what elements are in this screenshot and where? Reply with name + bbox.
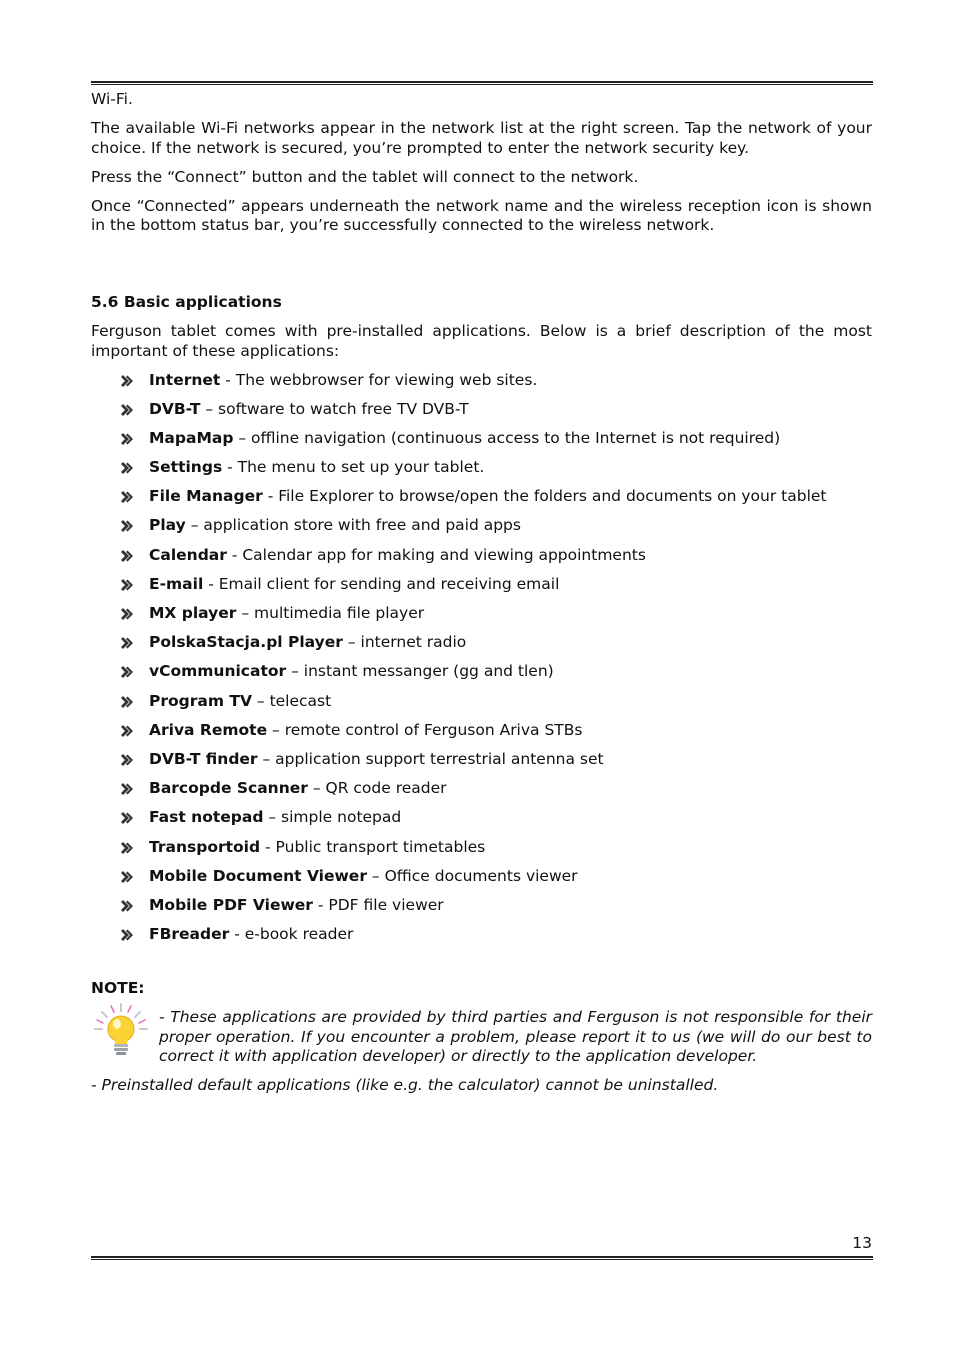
app-name: E-mail <box>149 574 204 593</box>
app-description: – software to watch free TV DVB-T <box>200 399 469 418</box>
section-intro: Ferguson tablet comes with pre-installed applications. Below is a brief description of the most important of these applications: <box>91 322 872 360</box>
page-content <box>91 90 872 1105</box>
app-description: - PDF file viewer <box>312 895 444 914</box>
note-text-1-content: - These applications are provided by third parties and Ferguson is not responsible for their proper operation. If you encounter a problem, please report it to us (we will do our best to correct it with application developer) or directly to the application developer. <box>159 1008 872 1066</box>
app-name: Program TV <box>149 691 252 710</box>
app-name: Mobile Document Viewer <box>149 866 367 885</box>
diamond-arrow-bullet-icon <box>120 724 134 738</box>
list-item <box>91 429 872 458</box>
app-description: – application store with free and paid apps <box>185 516 521 535</box>
diamond-arrow-bullet-icon <box>120 928 134 942</box>
list-item <box>91 808 872 837</box>
list-item <box>91 662 872 691</box>
app-name: File Manager <box>149 487 263 506</box>
app-name: MX player <box>149 604 237 622</box>
app-description: – instant messanger (gg and tlen) <box>286 662 554 681</box>
app-description: – remote control of Ferguson Ariva STBs <box>267 720 583 739</box>
diamond-arrow-bullet-icon <box>120 374 134 388</box>
app-name: FBreader <box>149 925 230 944</box>
list-item <box>91 487 872 516</box>
footer-rule <box>91 1256 873 1260</box>
diamond-arrow-bullet-icon <box>120 519 134 533</box>
list-item <box>91 896 872 925</box>
list-item <box>91 838 872 867</box>
app-description: – offline navigation (continuous access to the Internet is not required) <box>233 428 781 447</box>
paragraph-connect: Press the “Connect” button and the tablet will connect to the network. <box>91 167 639 186</box>
note-label: NOTE: <box>91 979 145 998</box>
app-name: MapaMap <box>149 428 234 447</box>
diamond-arrow-bullet-icon <box>120 695 134 709</box>
list-item <box>91 925 872 954</box>
app-description: - File Explorer to browse/open the folders and documents on your tablet <box>262 487 827 506</box>
app-name: Transportoid <box>149 837 261 856</box>
list-item <box>91 633 872 662</box>
diamond-arrow-bullet-icon <box>120 432 134 446</box>
app-description: - e-book reader <box>229 925 354 944</box>
app-name: Play <box>149 516 186 535</box>
list-item <box>91 721 872 750</box>
lightbulb-icon <box>93 1002 149 1060</box>
app-name: Calendar <box>149 545 227 564</box>
note-text-2: - Preinstalled default applications (like e.g. the calculator) cannot be uninstalled. <box>91 1076 719 1095</box>
list-item <box>91 867 872 896</box>
diamond-arrow-bullet-icon <box>120 841 134 855</box>
note-text-1 <box>91 1008 872 1067</box>
list-item <box>91 458 872 487</box>
app-description: – telecast <box>251 691 332 710</box>
app-name: Barcopde Scanner <box>149 779 308 798</box>
app-name: Settings <box>149 458 223 477</box>
list-item <box>91 371 872 400</box>
diamond-arrow-bullet-icon <box>120 461 134 475</box>
app-description: – simple notepad <box>263 808 402 827</box>
app-name: DVB-T <box>149 399 201 418</box>
section-title: 5.6 Basic applications <box>91 293 282 311</box>
app-description: - Email client for sending and receiving email <box>203 574 560 593</box>
app-name: DVB-T finder <box>149 749 258 768</box>
list-item <box>91 516 872 545</box>
app-description: – application support terrestrial antenna set <box>257 749 604 768</box>
app-description: - The menu to set up your tablet. <box>222 458 485 477</box>
paragraph-network-list: The available Wi-Fi networks appear in the network list at the right screen. Tap the network of your choice. If the network is secured, you’re prompted to enter the network security key. <box>91 119 872 157</box>
app-name: Internet <box>149 370 221 389</box>
list-item <box>91 604 872 633</box>
diamond-arrow-bullet-icon <box>120 899 134 913</box>
diamond-arrow-bullet-icon <box>120 549 134 563</box>
app-description: – QR code reader <box>307 779 447 798</box>
diamond-arrow-bullet-icon <box>120 753 134 767</box>
app-name: Fast notepad <box>149 808 264 827</box>
diamond-arrow-bullet-icon <box>120 782 134 796</box>
app-description: - Calendar app for making and viewing appointments <box>226 545 646 564</box>
app-description: - Public transport timetables <box>260 837 486 856</box>
app-list <box>91 371 872 955</box>
paragraph-connected: Once “Connected” appears underneath the network name and the wireless reception icon is shown in the bottom status bar, you’re successfully connected to the wireless network. <box>91 196 872 234</box>
list-item <box>91 750 872 779</box>
diamond-arrow-bullet-icon <box>120 665 134 679</box>
diamond-arrow-bullet-icon <box>120 636 134 650</box>
app-description: – Office documents viewer <box>366 866 578 885</box>
diamond-arrow-bullet-icon <box>120 870 134 884</box>
diamond-arrow-bullet-icon <box>120 490 134 504</box>
list-item <box>91 400 872 429</box>
list-item <box>91 692 872 721</box>
app-name: PolskaStacja.pl Player <box>149 633 343 652</box>
app-name: Mobile PDF Viewer <box>149 895 313 914</box>
app-description: – multimedia file player <box>236 604 425 622</box>
app-description: - The webbrowser for viewing web sites. <box>220 370 538 389</box>
list-item <box>91 575 872 604</box>
diamond-arrow-bullet-icon <box>120 403 134 417</box>
list-item <box>91 779 872 808</box>
diamond-arrow-bullet-icon <box>120 607 134 621</box>
diamond-arrow-bullet-icon <box>120 811 134 825</box>
diamond-arrow-bullet-icon <box>120 578 134 592</box>
app-name: Ariva Remote <box>149 720 268 739</box>
app-name: vCommunicator <box>149 662 287 681</box>
app-description: – internet radio <box>342 633 467 652</box>
header-rule <box>91 81 873 85</box>
list-item <box>91 546 872 575</box>
paragraph-wifi: Wi-Fi. <box>91 90 133 108</box>
page-number: 13 <box>852 1234 872 1252</box>
